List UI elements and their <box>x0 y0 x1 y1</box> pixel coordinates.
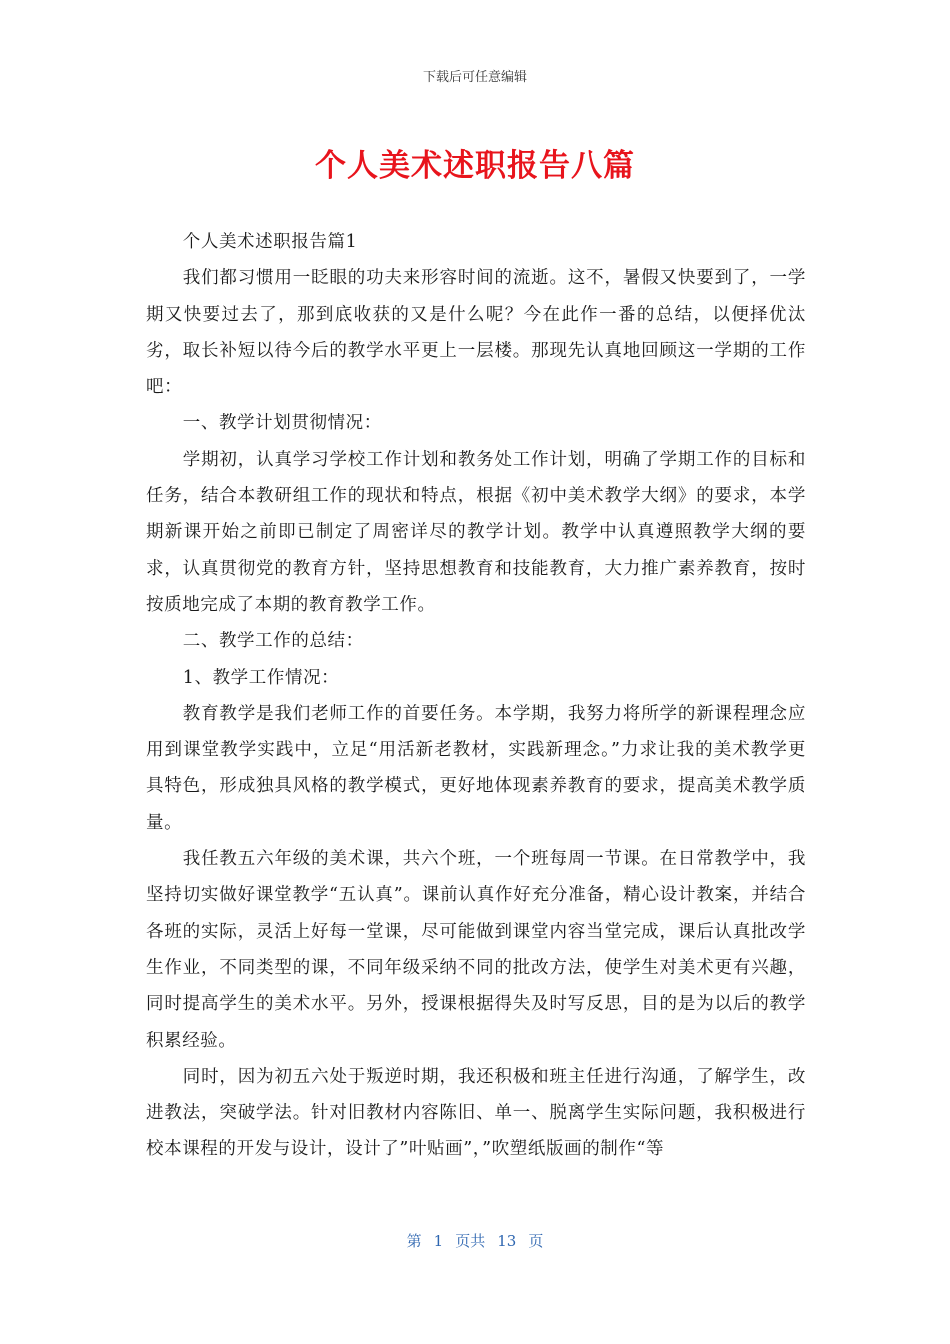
classes-paragraph: 我任教五六年级的美术课，共六个班，一个班每周一节课。在日常教学中，我坚持切实做好课堂教学“五认真”。课前认真作好充分准备，精心设计教案，并结合各班的实际，灵活上好每一堂课，尽可能做到课堂内容当堂完成，课后认真批改学生作业，不同类型的课，不同年级采纳不同的批改方法，使学生对美术更有兴趣，同时提高学生的美术水平。另外，授课根据得失及时写反思，目的是为以后的教学积累经验。 <box>146 849 806 1051</box>
page-current: 1 <box>433 1232 444 1250</box>
teaching-paragraph: 教育教学是我们老师工作的首要任务。本学期，我努力将所学的新课程理念应用到课堂教学实践中，立足“用活新老教材，实践新理念。”力求让我的美术教学更具特色，形成独具风格的教学模式，更好地体现素养教育的要求，提高美术教学质量。 <box>146 703 806 833</box>
page-prefix: 第 <box>406 1232 422 1250</box>
subheading-plan: 一、教学计划贯彻情况： <box>182 413 382 434</box>
intro-paragraph: 我们都习惯用一眨眼的功夫来形容时间的流逝。这不，暑假又快要到了，一学期又快要过去了，那到底收获的又是什么呢？今在此作一番的总结，以便择优汰劣，取长补短以待今后的教学水平更上一层楼。那现先认真地回顾这一学期的工作吧： <box>146 268 806 398</box>
document-title: 个人美术述职报告八篇 <box>315 148 635 184</box>
page-total: 13 <box>497 1232 517 1250</box>
page-suffix: 页 <box>528 1232 544 1250</box>
subheading-teaching: 1、教学工作情况： <box>182 667 340 688</box>
header-note: 下载后可任意编辑 <box>422 70 527 85</box>
subheading-summary: 二、教学工作的总结： <box>182 631 364 652</box>
section-heading: 个人美术述职报告篇1 <box>182 232 358 252</box>
page-middle: 页共 <box>455 1232 486 1250</box>
plan-paragraph: 学期初，认真学习学校工作计划和教务处工作计划，明确了学期工作的目标和任务，结合本教研组工作的现状和特点，根据《初中美术教学大纲》的要求，本学期新课开始之前即已制定了周密详尽的教学计划。教学中认真遵照教学大纲的要求，认真贯彻党的教育方针，坚持思想教育和技能教育，大力推广素养教育，按时按质地完成了本期的教育教学工作。 <box>146 449 806 615</box>
document-body <box>146 224 806 1168</box>
communication-paragraph: 同时，因为初五六处于叛逆时期，我还积极和班主任进行沟通，了解学生，改进教法，突破学法。针对旧教材内容陈旧、单一、脱离学生实际问题，我积极进行校本课程的开发与设计，设计了”叶贴画”，”吹塑纸版画的制作“等 <box>146 1066 806 1160</box>
page-footer <box>0 1230 950 1251</box>
